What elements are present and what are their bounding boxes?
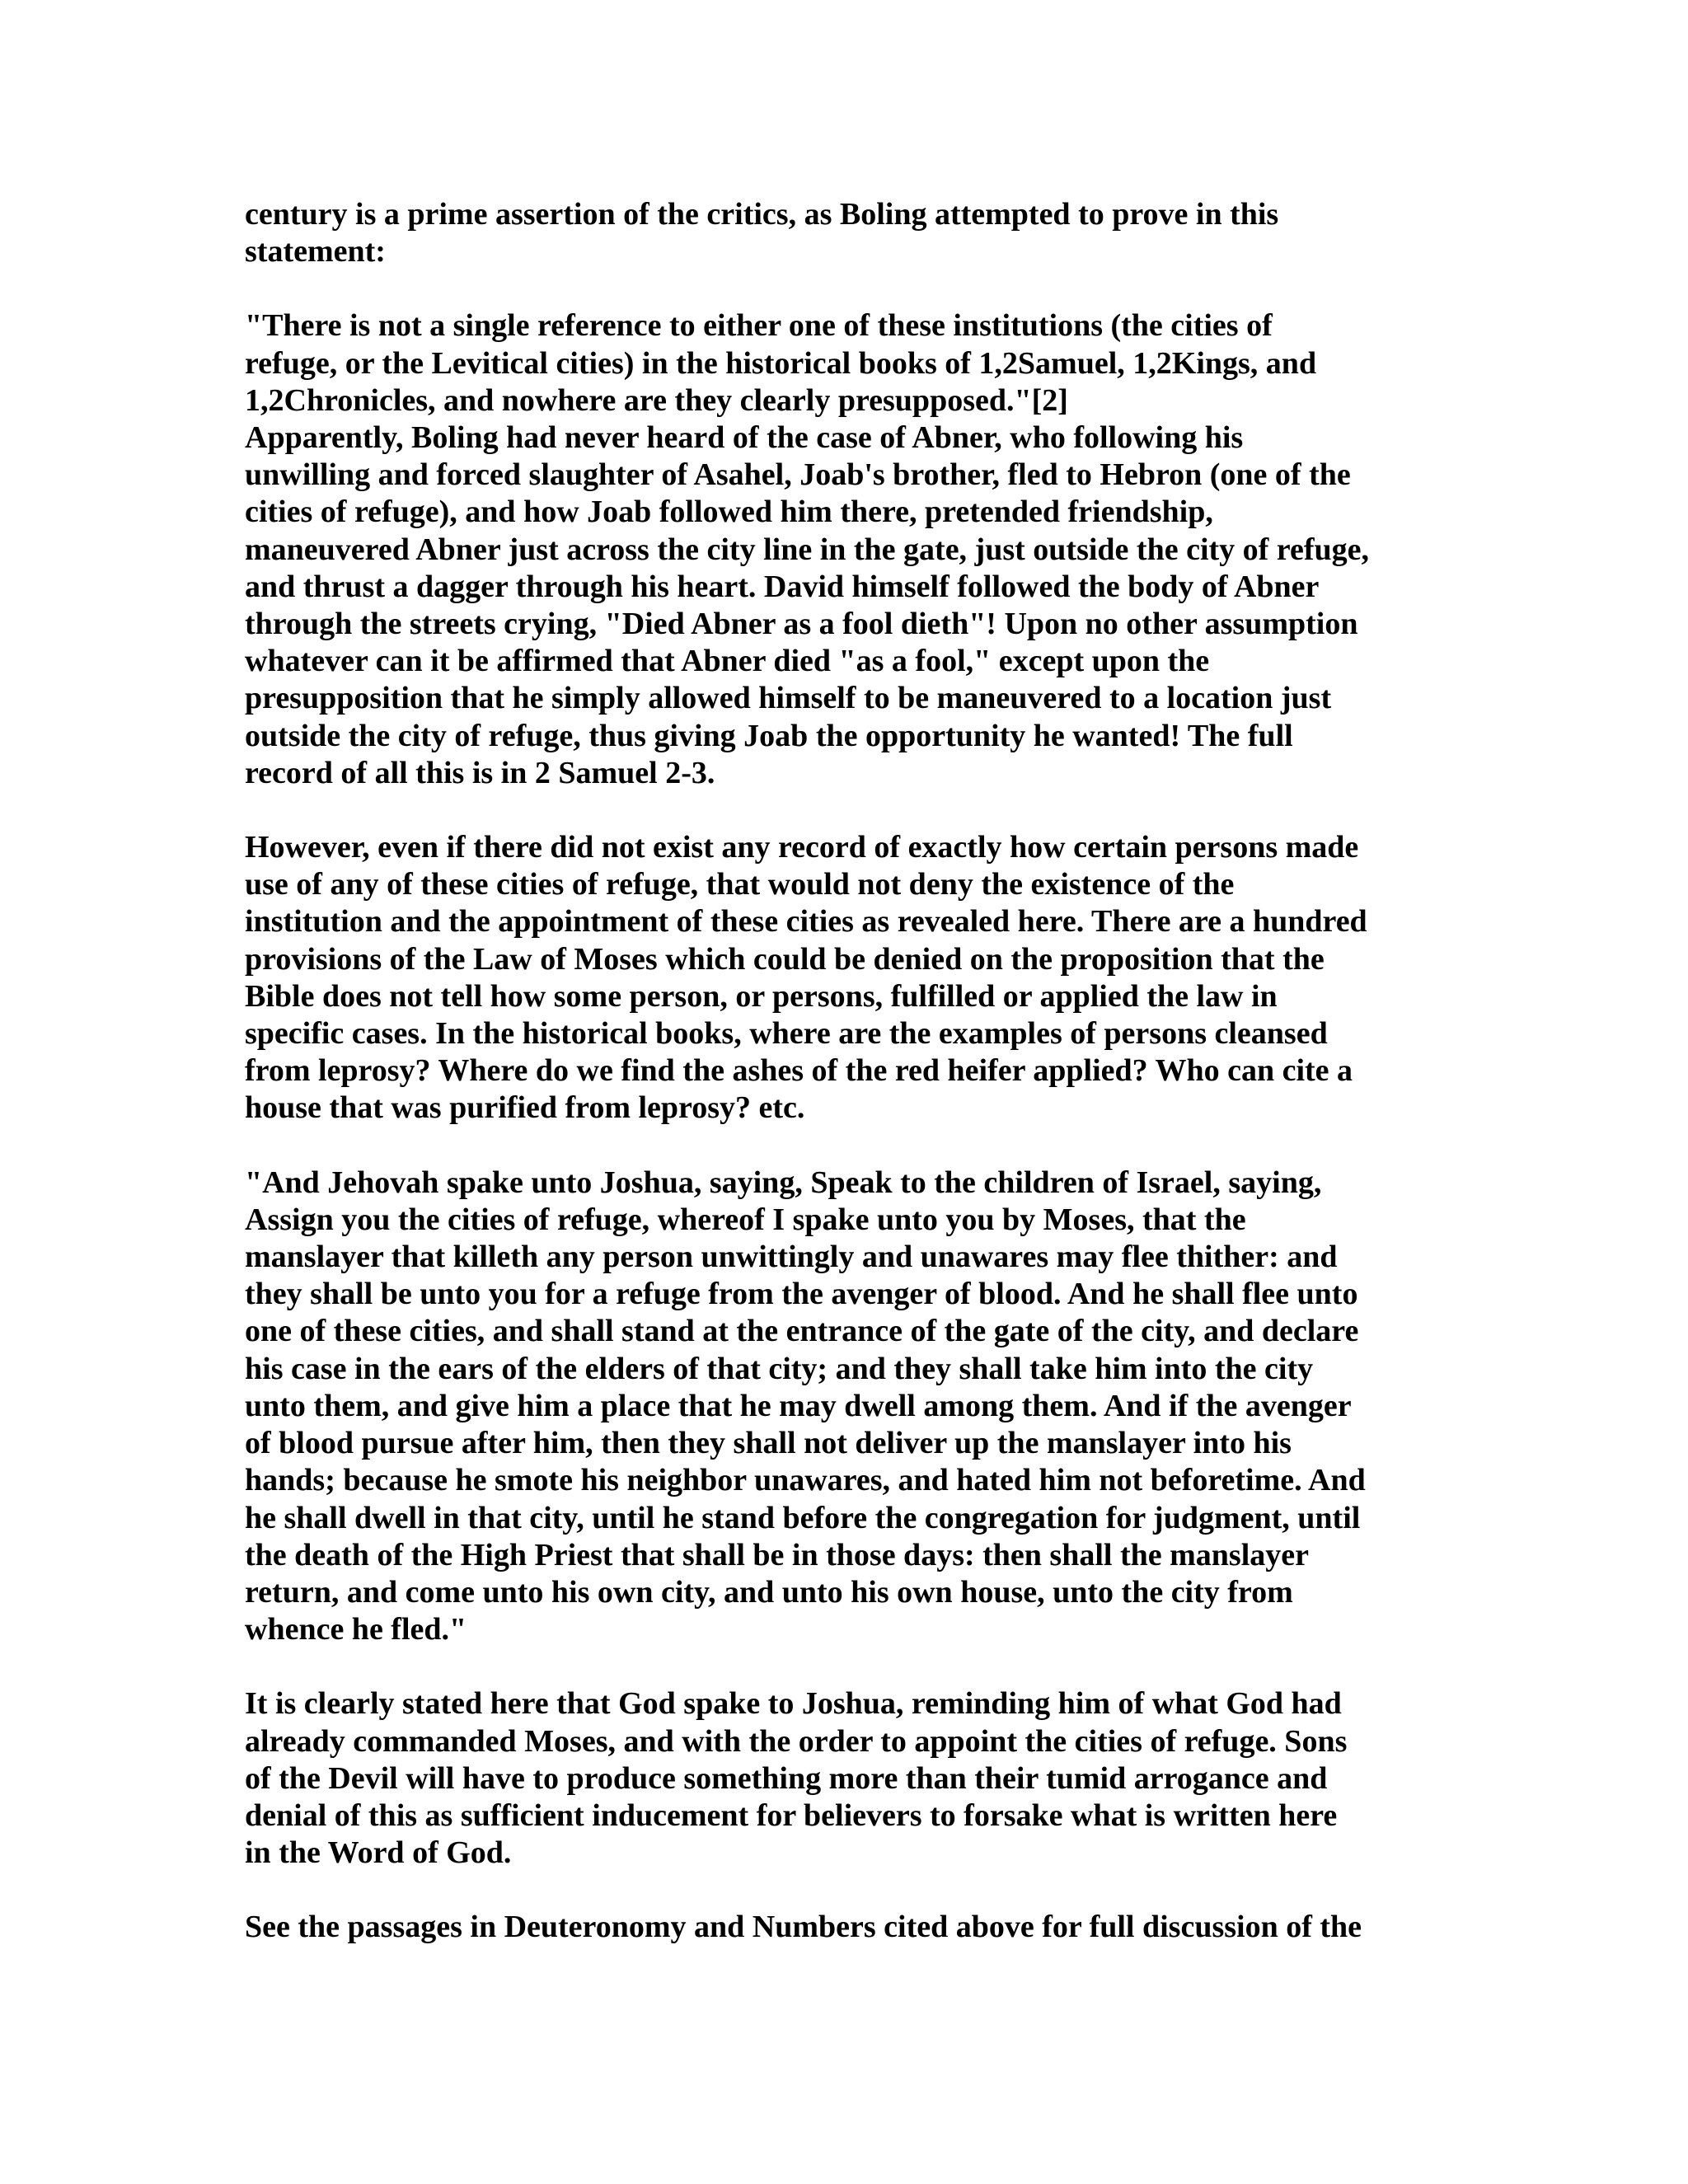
text-line: denial of this as sufficient inducement for believers to forsake what is written here: [245, 1797, 1338, 1833]
text-line: outside the city of refuge, thus giving Joab the opportunity he wanted! The full: [245, 718, 1293, 753]
text-line: specific cases. In the historical books, where are the examples of persons cleansed: [245, 1016, 1328, 1052]
text-line: one of these cities, and shall stand at the entrance of the gate of the city, and declare: [245, 1314, 1359, 1349]
paragraph-however: [245, 829, 1456, 1127]
text-line: they shall be unto you for a refuge from the avenger of blood. And he shall flee unto: [245, 1277, 1358, 1312]
text-line: unwilling and forced slaughter of Asahel, Joab's brother, fled to Hebron (one of the: [245, 457, 1351, 493]
text-line: century is a prime assertion of the critics, as Boling attempted to prove in this: [245, 197, 1279, 232]
text-line: unto them, and give him a place that he may dwell among them. And if the avenger: [245, 1388, 1352, 1423]
paragraph-boling-quote: [245, 307, 1456, 419]
paragraph-gap: [245, 1127, 1456, 1165]
paragraph-gap: [245, 1648, 1456, 1685]
text-line: whatever can it be affirmed that Abner died "as a fool," except upon the: [245, 644, 1210, 679]
text-line: "And Jehovah spake unto Joshua, saying, Speak to the children of Israel, saying,: [245, 1165, 1322, 1200]
text-line: Assign you the cities of refuge, whereof I spake unto you by Moses, that the: [245, 1202, 1246, 1237]
text-line: Apparently, Boling had never heard of the case of Abner, who following his: [245, 420, 1244, 456]
text-line: "There is not a single reference to either one of these institutions (the cities of: [245, 308, 1273, 344]
text-line: hands; because he smote his neighbor unawares, and hated him not beforetime. And: [245, 1463, 1366, 1498]
paragraph-clearly-stated: [245, 1685, 1456, 1872]
paragraph-see-passages: [245, 1909, 1456, 1946]
text-line: of blood pursue after him, then they shall not deliver up the manslayer into his: [245, 1426, 1292, 1461]
text-line: presupposition that he simply allowed himself to be maneuvered to a location just: [245, 681, 1332, 716]
text-line: and thrust a dagger through his heart. David himself followed the body of Abner: [245, 569, 1320, 604]
text-line: from leprosy? Where do we find the ashes of the red heifer applied? Who can cite a: [245, 1053, 1353, 1089]
text-line: already commanded Moses, and with the order to appoint the cities of refuge. Sons: [245, 1723, 1348, 1759]
paragraph-intro: [245, 196, 1456, 270]
text-line: See the passages in Deuteronomy and Numbers cited above for full discussion of the: [245, 1910, 1362, 1945]
paragraph-gap: [245, 1872, 1456, 1909]
text-line: provisions of the Law of Moses which could be denied on the proposition that the: [245, 941, 1325, 977]
text-line: It is clearly stated here that God spake to Joshua, reminding him of what God had: [245, 1686, 1342, 1722]
text-line: However, even if there did not exist any record of exactly how certain persons made: [245, 830, 1359, 865]
text-line: through the streets crying, "Died Abner as a fool dieth"! Upon no other assumption: [245, 607, 1358, 642]
document-page: [245, 196, 1456, 1947]
text-line: in the Word of God.: [245, 1835, 512, 1871]
text-line: manslayer that killeth any person unwittingly and unawares may flee thither: and: [245, 1240, 1338, 1275]
text-line: whence he fled.": [245, 1612, 467, 1647]
paragraph-scripture-quote: [245, 1165, 1456, 1649]
text-line: Bible does not tell how some person, or persons, fulfilled or applied the law in: [245, 978, 1278, 1014]
text-line: return, and come unto his own city, and unto his own house, unto the city from: [245, 1574, 1293, 1610]
text-line: refuge, or the Levitical cities) in the historical books of 1,2Samuel, 1,2Kings, and: [245, 345, 1317, 381]
text-line: the death of the High Priest that shall be in those days: then shall the manslayer: [245, 1537, 1309, 1572]
text-line: maneuvered Abner just across the city line in the gate, just outside the city of refuge,: [245, 532, 1370, 567]
text-line: cities of refuge), and how Joab followed him there, pretended friendship,: [245, 494, 1213, 530]
paragraph-gap: [245, 270, 1456, 307]
text-line: house that was purified from leprosy? etc.: [245, 1090, 805, 1126]
text-line: institution and the appointment of these cities as revealed here. There are a hundred: [245, 904, 1367, 940]
text-line: use of any of these cities of refuge, that would not deny the existence of the: [245, 867, 1235, 902]
text-line: of the Devil will have to produce something more than their tumid arrogance and: [245, 1760, 1328, 1796]
text-line: statement:: [245, 234, 386, 269]
paragraph-gap: [245, 792, 1456, 829]
paragraph-abner: [245, 419, 1456, 792]
text-line: his case in the ears of the elders of that city; and they shall take him into the city: [245, 1351, 1314, 1386]
text-line: he shall dwell in that city, until he stand before the congregation for judgment, until: [245, 1500, 1361, 1535]
text-line: record of all this is in 2 Samuel 2-3.: [245, 755, 715, 790]
text-line: 1,2Chronicles, and nowhere are they clearly presupposed."[2]: [245, 382, 1068, 418]
